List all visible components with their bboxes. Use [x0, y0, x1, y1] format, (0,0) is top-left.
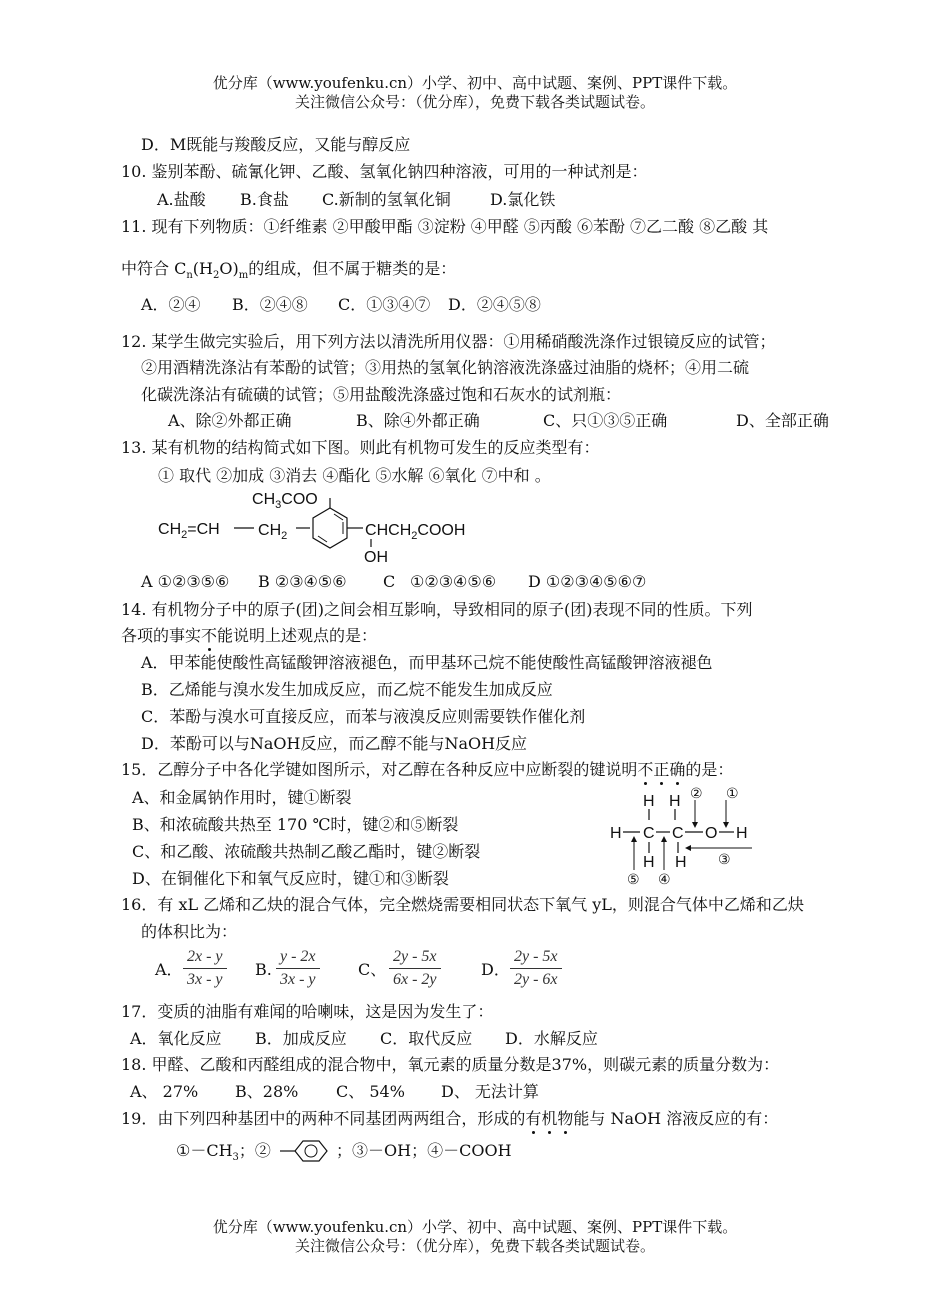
q17-stem: 17．变质的油脂有难闻的哈喇味，这是因为发生了： — [121, 1002, 494, 1021]
q17-option-d: D．水解反应 — [505, 1029, 598, 1048]
page-footer-line-1: 优分库（www.youfenku.cn）小学、初中、高中试题、案例、PPT课件下载。 — [212, 1218, 738, 1236]
q11-option-c: C．①③④⑦ — [338, 295, 431, 314]
q13-struct-left: $CH_2=CH$ — [158, 521, 220, 541]
q14-option-c: C．苯酚与溴水可直接反应，而苯与液溴反应则需要铁作催化剂 — [141, 707, 586, 726]
q18-option-c: C、 54% — [336, 1082, 405, 1101]
page-footer-line-2: 关注微信公众号：（优分库），免费下载各类试题试卷。 — [294, 1237, 655, 1255]
q11-option-d: D．②④⑤⑧ — [448, 295, 541, 314]
q12-option-d: D、全部正确 — [736, 411, 829, 430]
q13-reaction-types: ① 取代 ②加成 ③消去 ④酯化 ⑤水解 ⑥氧化 ⑦中和 。 — [158, 466, 551, 485]
svg-text:H: H — [669, 793, 681, 810]
q12-option-c: C、只①③⑤正确 — [543, 411, 668, 430]
svg-text:③: ③ — [718, 851, 731, 867]
q13-option-c-label: C — [383, 572, 396, 591]
svg-text:⑤: ⑤ — [627, 871, 640, 887]
q15-ethanol-bond-diagram — [606, 782, 766, 890]
q18-option-d: D、 无法计算 — [441, 1082, 539, 1101]
q14-option-b: B．乙烯能与溴水发生加成反应，而乙烷不能发生加成反应 — [141, 680, 553, 699]
svg-text:②: ② — [690, 785, 703, 801]
q13-struct-ch2: $CH_2$ — [258, 522, 288, 542]
q10-option-b: B.食盐 — [240, 190, 289, 209]
q17-option-b: B．加成反应 — [255, 1029, 347, 1048]
q13-option-c: ①②③④⑤⑥ — [410, 572, 497, 591]
q18-stem: 18. 甲醛、乙酸和丙醛组成的混合物中，氧元素的质量分数是37%，则碳元素的质量分数为： — [121, 1055, 780, 1074]
svg-text:O: O — [705, 825, 718, 842]
q15-stem: 15．乙醇分子中各化学键如图所示，对乙醇在各种反应中应断裂的键说明不正确的是： — [121, 760, 734, 779]
q15-option-a: A、和金属钠作用时，键①断裂 — [132, 788, 352, 807]
q16-line1: 16．有 xL 乙烯和乙炔的混合气体，完全燃烧需要相同状态下氧气 yL，则混合气体中乙烯和乙炔 — [121, 895, 804, 914]
q19-stem: 19．由下列四种基团中的两种不同基团两两组合，形成的有机物能与 NaOH 溶液反应的有： — [121, 1109, 779, 1128]
svg-text:H: H — [675, 854, 687, 871]
q11-stem-line2: 中符合 $C_n(H_2O)_m$的组成，但不属于糖类的是： — [121, 259, 457, 282]
page-header-line-1: 优分库（www.youfenku.cn）小学、初中、高中试题、案例、PPT课件下载。 — [212, 74, 738, 92]
q18-option-b: B、28% — [235, 1082, 299, 1101]
q15-option-d: D、在铜催化下和氧气反应时，键①和③断裂 — [132, 869, 449, 888]
q16-line2: 的体积比为： — [141, 922, 238, 941]
svg-text:C: C — [643, 825, 655, 842]
q13-stem: 13. 某有机物的结构简式如下图。则此有机物可发生的反应类型有： — [121, 438, 600, 457]
q16-option-d-fraction: $\frac{2y - 5x}{2y - 6x}$ — [510, 948, 562, 989]
q12-line2: ②用酒精洗涤沾有苯酚的试管；③用热的氢氧化钠溶液洗涤盛过油脂的烧杯；④用二硫 — [141, 358, 750, 377]
svg-text:H: H — [643, 793, 655, 810]
q9-option-d: D．M既能与羧酸反应，又能与醇反应 — [141, 135, 411, 154]
svg-text:C: C — [672, 825, 684, 842]
q13-struct-top: $CH_3COO$ — [252, 491, 318, 511]
q10-stem: 10. 鉴别苯酚、硫氰化钾、乙酸、氢氧化钠四种溶液，可用的一种试剂是： — [121, 162, 648, 181]
q12-option-b: B、除④外都正确 — [356, 411, 480, 430]
q10-option-a: A.盐酸 — [157, 190, 206, 209]
q19-groups: $①-CH_3$；② ；③－OH；④－COOH — [176, 1138, 512, 1168]
q17-option-a: A．氧化反应 — [130, 1029, 222, 1048]
q13-option-d: D ①②③④⑤⑥⑦ — [528, 572, 647, 591]
benzene-ring-icon — [313, 508, 347, 548]
q13-option-b: B ②③④⑤⑥ — [258, 572, 347, 591]
q14-option-d: D．苯酚可以与NaOH反应，而乙醇不能与NaOH反应 — [141, 734, 528, 753]
q13-structure-diagram — [150, 486, 490, 568]
q15-option-c: C、和乙酸、浓硫酸共热制乙酸乙酯时，键②断裂 — [132, 842, 481, 861]
q18-option-a: A、 27% — [130, 1082, 199, 1101]
q12-line1: 12. 某学生做完实验后，用下列方法以清洗所用仪器：①用稀硝酸洗涤作过银镜反应的试管； — [121, 332, 776, 351]
q16-option-b-fraction: $\frac{y - 2x}{3x - y}$ — [276, 948, 320, 989]
q16-option-a-label: A． — [155, 960, 183, 979]
svg-text:①: ① — [726, 785, 739, 801]
q13-option-a: A ①②③⑤⑥ — [141, 572, 230, 591]
q16-option-b-label: B. — [255, 960, 272, 979]
q10-option-c: C.新制的氢氧化铜 — [322, 190, 451, 209]
q16-option-a-fraction: $\frac{2x - y}{3x - y}$ — [183, 948, 227, 989]
q15-option-b: B、和浓硫酸共热至 170 ℃时，键②和⑤断裂 — [132, 815, 459, 834]
q16-option-c-label: C、 — [358, 960, 387, 979]
q14-line1: 14. 有机物分子中的原子(团)之间会相互影响，导致相同的原子(团)表现不同的性质。下列 — [121, 600, 753, 619]
q11-stem-line1: 11. 现有下列物质：①纤维素 ②甲酸甲酯 ③淀粉 ④甲醛 ⑤丙酸 ⑥苯酚 ⑦乙二酸 ⑧乙酸 其 — [121, 217, 769, 236]
q13-struct-oh: OH — [364, 549, 388, 566]
page-header-line-2: 关注微信公众号：（优分库），免费下载各类试题试卷。 — [294, 93, 655, 111]
q11-option-b: B．②④⑧ — [232, 295, 308, 314]
phenyl-ring-icon — [276, 1138, 336, 1164]
q14-line2: 各项的事实不能说明上述观点的是： — [121, 626, 378, 645]
q14-option-a: A．甲苯能使酸性高锰酸钾溶液褪色，而甲基环己烷不能使酸性高锰酸钾溶液褪色 — [141, 653, 713, 672]
svg-text:H: H — [643, 854, 655, 871]
q12-line3: 化碳洗涤沾有硫磺的试管；⑤用盐酸洗涤盛过饱和石灰水的试剂瓶： — [141, 385, 622, 404]
q13-struct-right: $CHCH_2COOH$ — [365, 522, 466, 542]
svg-text:④: ④ — [658, 871, 671, 887]
q17-option-c: C．取代反应 — [380, 1029, 473, 1048]
q10-option-d: D.氯化铁 — [490, 190, 556, 209]
svg-text:H: H — [610, 825, 622, 842]
q16-option-d-label: D． — [481, 960, 510, 979]
q12-option-a: A、除②外都正确 — [168, 411, 292, 430]
q11-option-a: A．②④ — [141, 295, 201, 314]
svg-text:H: H — [736, 825, 748, 842]
q16-option-c-fraction: $\frac{2y - 5x}{6x - 2y}$ — [389, 948, 441, 989]
